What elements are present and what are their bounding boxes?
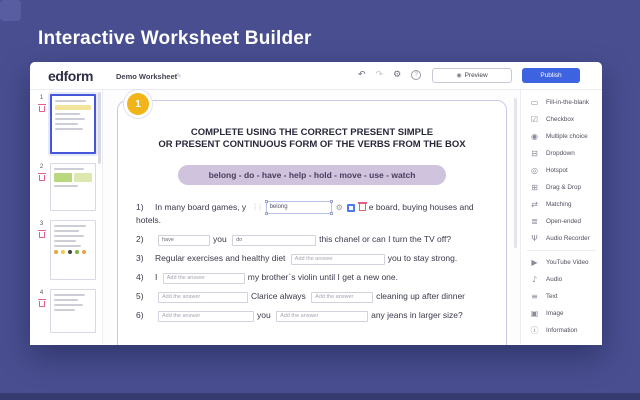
question-row — [136, 233, 492, 246]
answer-input[interactable] — [276, 311, 368, 322]
dropdown-icon: ⊟ — [531, 149, 538, 158]
question-text: Clarice always — [251, 291, 306, 302]
tool-label: Checkbox — [546, 116, 575, 123]
answer-input[interactable] — [311, 292, 373, 303]
tool-item-image[interactable] — [521, 305, 602, 322]
corner-decoration — [0, 0, 21, 21]
delete-page-icon[interactable] — [39, 301, 45, 307]
question-row — [136, 252, 492, 265]
answer-input[interactable] — [158, 292, 248, 303]
text-icon: ≡ — [531, 292, 538, 301]
tool-item-information[interactable] — [521, 322, 602, 339]
tool-item-hotspot[interactable] — [521, 162, 602, 179]
question-number: 3) — [136, 253, 144, 264]
tool-label: Open-ended — [546, 218, 582, 225]
question-number: 5) — [136, 291, 144, 302]
page-thumbnail[interactable] — [36, 94, 96, 154]
delete-page-icon[interactable] — [39, 175, 45, 181]
tool-label: Dropdown — [546, 150, 575, 157]
question-row — [136, 309, 492, 322]
question-text: you — [213, 234, 227, 245]
image-icon: ▣ — [530, 309, 539, 318]
tool-label: Multiple choice — [546, 133, 588, 140]
matching-icon: ⇄ — [531, 200, 538, 209]
preview-button[interactable] — [432, 68, 512, 83]
tool-label: Matching — [546, 201, 572, 208]
page-thumbnail[interactable] — [36, 289, 96, 333]
document-title[interactable]: Demo Worksheet — [116, 72, 178, 81]
tools-panel — [520, 90, 602, 344]
question-number: 6) — [136, 310, 144, 321]
tool-item-text[interactable] — [521, 288, 602, 305]
checkbox-icon: ☑ — [530, 115, 539, 124]
answer-input[interactable] — [158, 235, 210, 246]
page-thumbnail[interactable] — [36, 163, 96, 211]
thumbnail-controls — [36, 289, 47, 333]
question-row — [136, 290, 492, 303]
app-body — [30, 90, 602, 344]
answer-input[interactable] — [291, 254, 385, 265]
thumbnail-text-line — [55, 113, 80, 115]
tool-item-fill-in-the-blank[interactable] — [521, 94, 602, 111]
tool-item-youtube-video[interactable] — [521, 254, 602, 271]
thumbnail-text-line — [55, 128, 83, 130]
app-window — [30, 62, 602, 345]
question-text: my brother`s violin until I get a new one. — [247, 272, 398, 283]
question-list — [136, 201, 492, 322]
question-text: you — [257, 310, 271, 321]
audio-recorder-icon: Ψ — [531, 234, 538, 243]
blank-input-value: belong — [269, 204, 288, 211]
thumbnail-text-line — [54, 309, 75, 311]
tools-divider — [527, 250, 596, 251]
blank-input-selected[interactable] — [266, 201, 332, 214]
undo-icon[interactable]: ↶ — [358, 70, 366, 80]
redo-icon[interactable]: ↷ — [375, 70, 384, 80]
thumbnail-highlight — [55, 105, 91, 110]
youtube-video-icon: ▶ — [531, 258, 538, 267]
thumbnail-text-line — [54, 225, 86, 227]
page-number: 4 — [39, 290, 44, 296]
question-number: 2) — [136, 234, 144, 245]
question-row — [136, 271, 492, 284]
tool-item-open-ended[interactable] — [521, 213, 602, 230]
tool-item-audio-recorder[interactable] — [521, 230, 602, 247]
eye-icon: ◉ — [456, 72, 462, 79]
badge-number: 1 — [127, 93, 149, 115]
tool-label: Image — [546, 310, 564, 317]
question-text: cleaning up after dinner — [376, 291, 466, 302]
thumbnail-text-line — [54, 304, 83, 306]
widget-duplicate-icon[interactable] — [347, 204, 355, 212]
exercise-title-line1: COMPLETE USING THE CORRECT PRESENT SIMPLE — [190, 127, 434, 138]
answer-input[interactable] — [163, 273, 245, 284]
thumbnail-text-line — [55, 100, 86, 102]
tool-label: Hotspot — [546, 167, 568, 174]
thumbnail-text-line — [54, 299, 78, 301]
thumbnail-text-line — [55, 118, 85, 120]
header-icon-row — [358, 67, 421, 83]
question-number: 1) — [136, 202, 144, 212]
banner-title: Interactive Worksheet Builder — [38, 28, 312, 49]
thumbnail-image-blocks — [54, 173, 92, 182]
exercise-title-line2: OR PRESENT CONTINUOUS FORM OF THE VERBS FROM THE BOX — [158, 139, 466, 150]
question-text: you to stay strong. — [387, 253, 458, 264]
open-ended-icon: ≣ — [531, 217, 538, 226]
page-thumbnail[interactable] — [36, 220, 96, 280]
thumbnail-preview[interactable] — [50, 289, 96, 333]
thumbnail-controls — [36, 220, 47, 280]
thumbnail-icon-row — [54, 250, 92, 254]
tool-item-dropdown[interactable] — [521, 145, 602, 162]
publish-button[interactable] — [522, 68, 580, 83]
thumbnail-text-line — [54, 168, 84, 170]
exercise-title — [118, 127, 506, 151]
tool-label: Information — [546, 327, 578, 334]
thumbnail-controls — [36, 94, 47, 154]
page-number: 1 — [39, 95, 44, 101]
fill-in-the-blank-icon: ▭ — [530, 98, 539, 107]
tool-label: Audio — [546, 276, 563, 283]
page-thumbnail-rail — [30, 90, 103, 344]
thumbnail-text-line — [54, 245, 81, 247]
thumbnail-text-line — [54, 185, 78, 187]
tool-item-multiple-choice[interactable] — [521, 128, 602, 145]
worksheet-canvas — [103, 90, 520, 344]
question-number: 4) — [136, 272, 144, 283]
tool-item-drag-drop[interactable] — [521, 179, 602, 196]
information-icon: ⓘ — [530, 326, 539, 335]
help-icon[interactable]: ? — [411, 70, 421, 80]
publish-button-label: Publish — [540, 72, 562, 79]
answer-input[interactable] — [158, 311, 254, 322]
bottom-decoration — [0, 393, 640, 400]
question-text: Regular exercises and healthy diet — [155, 253, 286, 264]
canvas-scrollbar[interactable] — [514, 98, 517, 248]
thumbnail-scrollbar[interactable] — [98, 92, 101, 164]
settings-gear-icon[interactable]: ⚙ — [393, 70, 402, 80]
question-text: In many board games, y — [155, 202, 247, 212]
question-text: e board, buying houses and hotels. — [136, 202, 474, 226]
answer-input[interactable] — [232, 235, 316, 246]
hotspot-icon: ◎ — [531, 166, 538, 175]
tool-label: Audio Recorder — [546, 235, 590, 242]
question-text: this chanel or can I turn the TV off? — [319, 234, 452, 245]
worksheet-page — [117, 100, 507, 345]
drag-handle-icon[interactable]: ⋮⋮ — [251, 203, 262, 212]
delete-page-icon[interactable] — [39, 106, 45, 112]
edit-title-icon[interactable]: ✎ — [176, 72, 182, 80]
thumbnail-preview[interactable] — [50, 163, 96, 211]
drag-drop-icon: ⊞ — [531, 183, 538, 192]
thumbnail-preview[interactable] — [50, 94, 96, 154]
thumbnail-text-line — [54, 294, 85, 296]
verb-word-box: belong - do - have - help - hold - move - use - watch — [178, 165, 446, 185]
edform-logo: edform — [48, 68, 94, 84]
tool-item-checkbox[interactable] — [521, 111, 602, 128]
tool-label: Drag & Drop — [546, 184, 581, 191]
thumbnail-preview[interactable] — [50, 220, 96, 280]
thumbnail-text-line — [54, 240, 76, 242]
thumbnail-text-line — [54, 230, 79, 232]
audio-icon: ♪ — [531, 275, 538, 284]
multiple-choice-icon: ◉ — [531, 132, 538, 141]
selected-blank-widget[interactable] — [252, 201, 366, 214]
thumbnail-text-line — [55, 123, 78, 125]
thumbnail-controls — [36, 163, 47, 211]
thumbnail-text-line — [54, 235, 84, 237]
tool-label: YouTube Video — [546, 259, 589, 266]
page-number: 3 — [39, 221, 44, 227]
tool-label: Fill-in-the-blank — [546, 99, 590, 106]
question-text: any jeans in larger size? — [371, 310, 463, 321]
tool-label: Text — [546, 293, 558, 300]
exercise-number-badge — [123, 89, 153, 119]
widget-settings-icon[interactable]: ⚙ — [335, 203, 343, 213]
tool-item-audio[interactable] — [521, 271, 602, 288]
delete-page-icon[interactable] — [39, 232, 45, 238]
preview-button-label: Preview — [464, 72, 488, 79]
question-text: I — [155, 272, 158, 283]
widget-delete-icon[interactable] — [359, 204, 366, 211]
app-header — [30, 62, 602, 90]
question-row — [136, 201, 492, 227]
tool-item-matching[interactable] — [521, 196, 602, 213]
page-number: 2 — [39, 164, 44, 170]
